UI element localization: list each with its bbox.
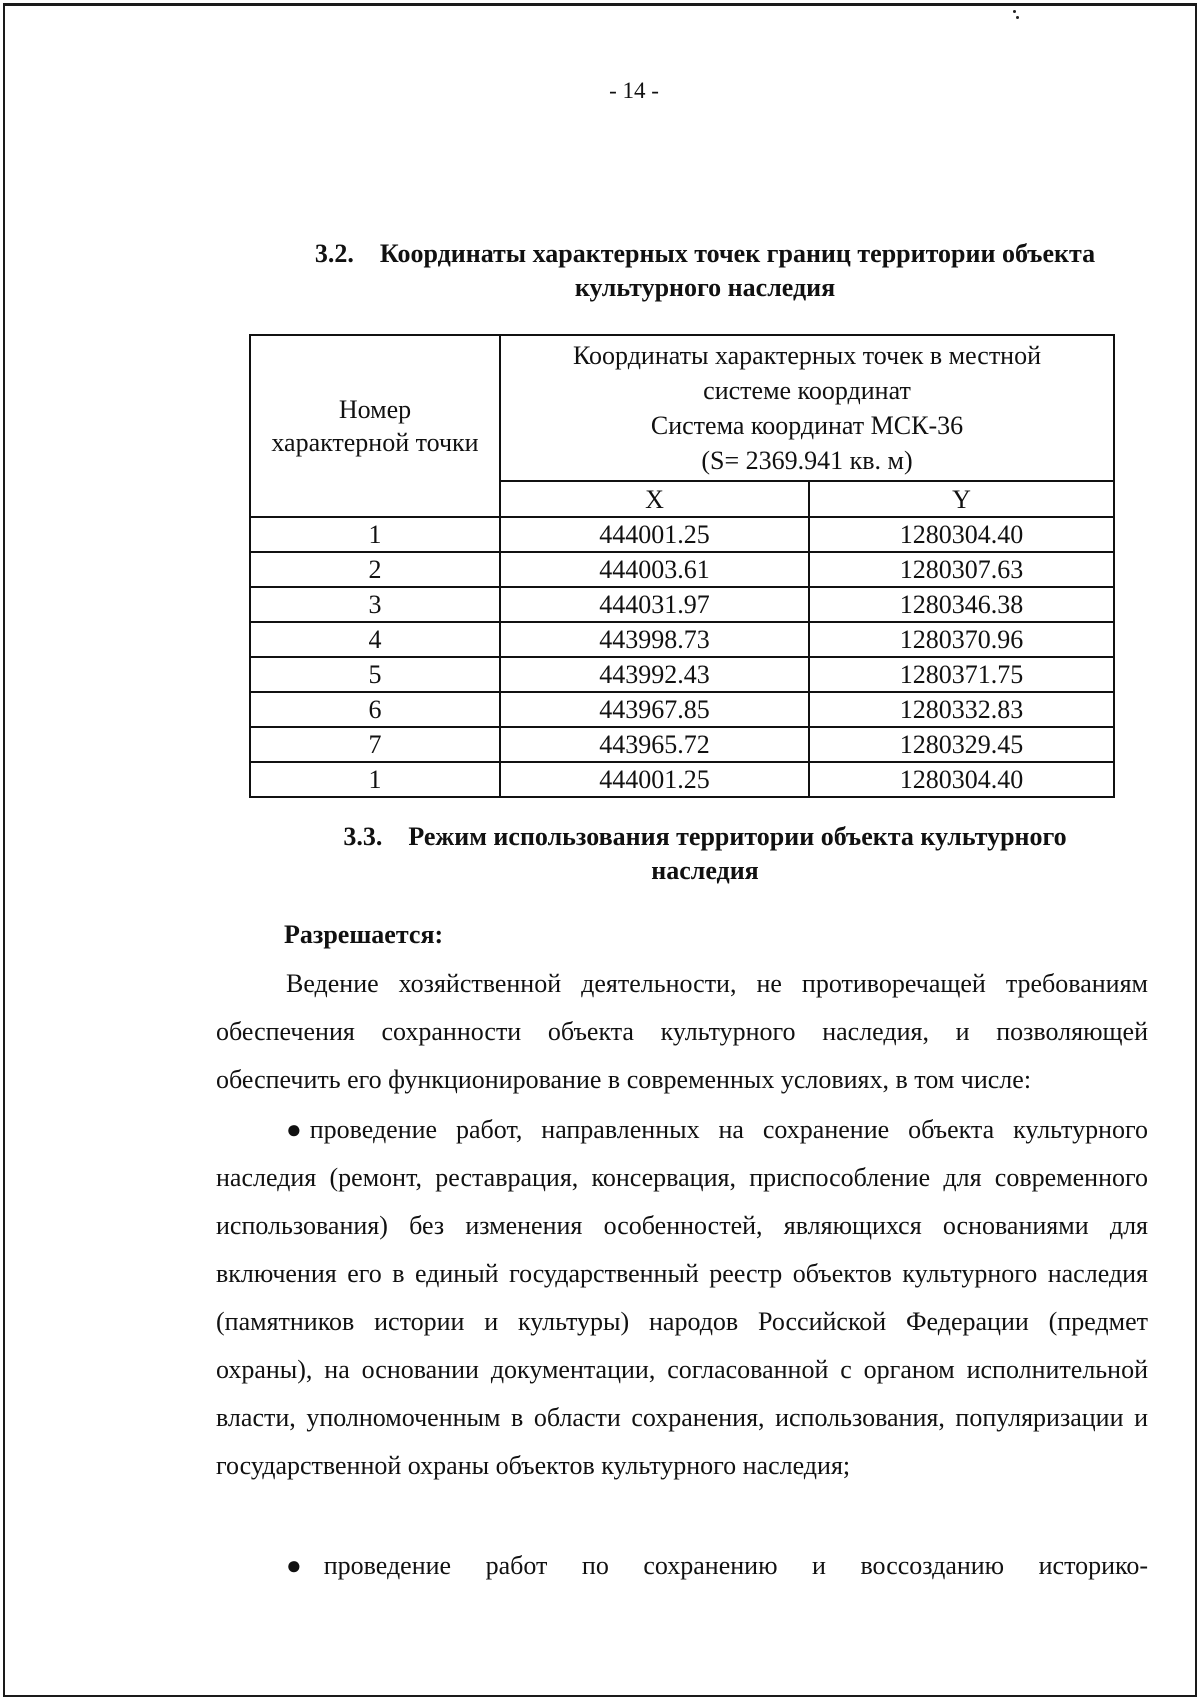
table-row [250,692,1114,727]
header-text: характерной точки [271,428,479,457]
header-text: системе координат [703,376,911,405]
header-text: Координаты характерных точек в местной [573,341,1042,370]
y-coordinate-cell: 1280346.38 [809,587,1114,622]
point-number-header [250,335,500,517]
point-number-cell: 1 [250,762,500,797]
bullet-text: проведение работ по сохранению и воссозданию историко- [323,1551,1148,1580]
permitted-label: Разрешается: [284,920,444,949]
point-number-cell: 6 [250,692,500,727]
bullet-item [216,1106,1148,1490]
x-coordinate-cell: 443967.85 [500,692,809,727]
point-number-cell: 2 [250,552,500,587]
y-column-header: Y [809,481,1114,517]
y-coordinate-cell: 1280304.40 [809,517,1114,552]
point-number-cell: 3 [250,587,500,622]
y-coordinate-cell: 1280332.83 [809,692,1114,727]
x-coordinate-cell: 444001.25 [500,517,809,552]
table-row [250,622,1114,657]
point-number-cell: 5 [250,657,500,692]
intro-text: Ведение хозяйственной деятельности, не противоречащей требованиям обеспечения сохранности объекта культурного наследия, и позволяющей обеспечить его функционирование в современных условиях, в том числе: [216,969,1148,1094]
header-text: Номер [338,395,412,424]
scan-speck [1016,16,1019,19]
x-coordinate-cell: 443998.73 [500,622,809,657]
table-row [250,657,1114,692]
section-heading-3-2 [270,237,1140,305]
section-number: 3.3. [343,822,383,851]
point-number-cell: 4 [250,622,500,657]
table-row [250,727,1114,762]
table-header-row [250,335,1114,481]
coordinates-table [249,334,1115,798]
section-title-line2: культурного наследия [574,273,836,302]
x-coordinate-cell: 443965.72 [500,727,809,762]
header-text: (S= 2369.941 кв. м) [701,446,913,475]
bullet-icon: ● [286,1115,302,1144]
point-number-cell: 1 [250,517,500,552]
section-title-line2: наследия [651,856,759,885]
x-coordinate-cell: 444031.97 [500,587,809,622]
bullet-item [216,1542,1148,1590]
point-number-cell: 7 [250,727,500,762]
section-title-line1: Координаты характерных точек границ территории объекта [379,239,1096,268]
y-coordinate-cell: 1280329.45 [809,727,1114,762]
header-text: Система координат МСК-36 [650,411,964,440]
table-body [250,517,1114,797]
y-coordinate-cell: 1280307.63 [809,552,1114,587]
x-coordinate-cell: 444001.25 [500,762,809,797]
section-number: 3.2. [314,239,354,268]
page-number: - 14 - [609,78,659,103]
table-row [250,587,1114,622]
table-row [250,762,1114,797]
bullet-text: проведение работ, направленных на сохранение объекта культурного наследия (ремонт, реставрация, консервация, приспособление для современного использования) без изменения особенностей, являющихся основаниями для включения его в единый государственный реестр объектов культурного наследия (памятников истории и культуры) народов Российской Федерации (предмет охраны), на основании документации, согласованной с органом исполнительной власти, уполномоченным в области сохранения, использования, популяризации и государственной охраны объектов культурного наследия; [216,1115,1148,1480]
table-row [250,552,1114,587]
y-coordinate-cell: 1280371.75 [809,657,1114,692]
coordinates-group-header [500,335,1114,481]
y-coordinate-cell: 1280370.96 [809,622,1114,657]
x-coordinate-cell: 444003.61 [500,552,809,587]
intro-paragraph [216,960,1148,1104]
bullet-icon: ● [286,1551,302,1580]
table-row [250,517,1114,552]
x-column-header: X [500,481,809,517]
section-title-line1: Режим использования территории объекта культурного [408,822,1067,851]
section-heading-3-3 [300,820,1110,888]
scan-speck [1013,10,1016,13]
x-coordinate-cell: 443992.43 [500,657,809,692]
y-coordinate-cell: 1280304.40 [809,762,1114,797]
